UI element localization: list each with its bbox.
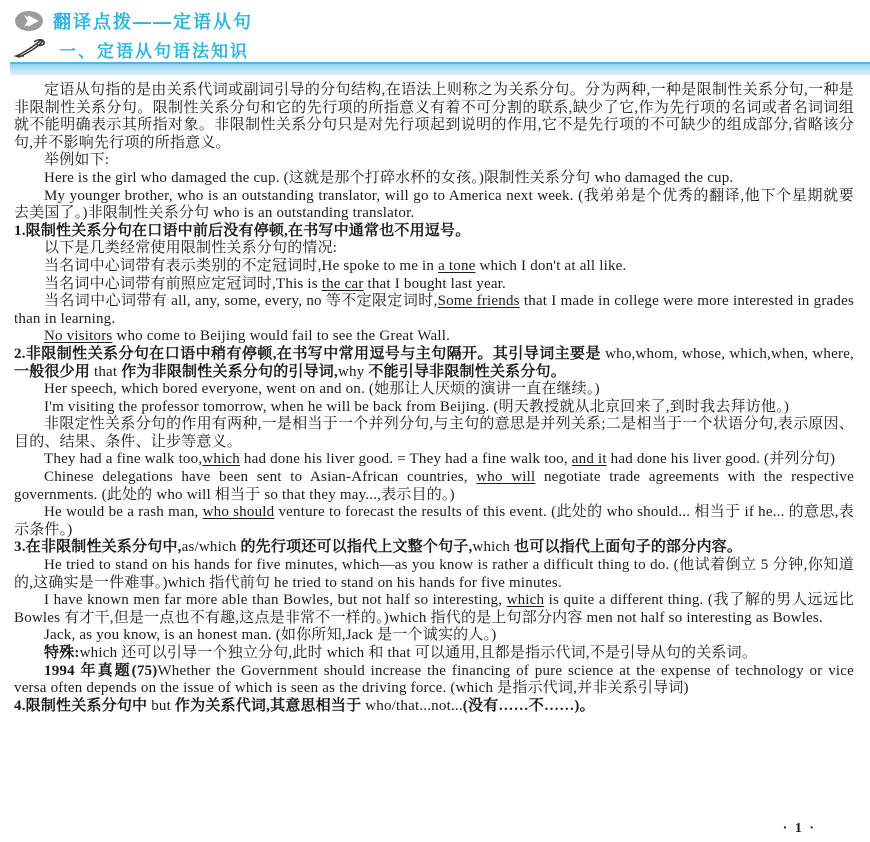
play-circle-icon [14, 10, 44, 32]
text-segment: 当名词中心词带有表示类别的不定冠词时,He spoke to me in [44, 257, 439, 274]
text-segment: I'm visiting the professor tomorrow, when he will be back from Beijing. (明天教授就从北京回来了,到时我去拜访他。) [44, 398, 790, 415]
underlined-text: the car [321, 275, 364, 292]
paragraph [14, 188, 854, 223]
text-segment: 2.非限制性关系分句在口语中稍有停顿,在书写中常用逗号与主句隔开。其引导词主要是 [14, 345, 606, 362]
paragraph [14, 399, 854, 417]
text-segment: venture to forecast the results of this event. (此处的 who should... 相当于 if he... 的意思,表示条件。) [14, 504, 855, 538]
text-segment: 作为非限制性关系分句的引导词, [121, 363, 338, 380]
paragraph [14, 469, 854, 504]
paragraph [14, 240, 854, 258]
text-segment: 作为关系代词,其意思相当于 [174, 697, 366, 714]
underlined-text: which [202, 451, 240, 468]
text-segment: had done his liver good. = They had a fine walk too, [239, 451, 572, 468]
text-segment: negotiate trade agreements with the respective governments. (此处的 who will 相当于 so that they may...,表示目的。) [14, 469, 854, 503]
text-segment: is quite a different thing. (我了解的男人远远比 Bowles 有才干,但是一点也不有趣,这点是非常不一样的。)which 指代的是上句部分内容 men not half so interesting as Bowles. [14, 592, 854, 626]
text-segment: as/which [181, 539, 241, 556]
paragraph [14, 293, 854, 328]
text-segment: which [472, 539, 515, 556]
paragraph [14, 645, 854, 663]
text-segment: 特殊: [44, 645, 80, 661]
text-segment: Whether the Government should increase the financing of pure science at the expense of technology or vice versa often depends on the issue of which is seen as the driving force. (which 是指示代词,并非关系引导词) [14, 662, 855, 697]
text-segment: that I bought last year. [363, 275, 506, 292]
text-segment: 非限定性关系分句的作用有两种,一是相当于一个并列分句,与主句的意思是并列关系;二是相当于一个状语分句,表示原因、目的、结果、条件、让步等意义。 [14, 416, 854, 450]
text-segment: I have known men far more able than Bowles, but not half so interesting, [44, 592, 507, 609]
paragraph [14, 328, 854, 346]
paragraph [14, 170, 854, 188]
underlined-text: No visitors [44, 328, 113, 345]
text-segment: Here is the girl who damaged the cup. (这就是那个打碎水杯的女孩。)限制性关系分句 who damaged the cup. [44, 169, 734, 186]
underlined-text: who should [202, 504, 275, 521]
underlined-text: which [506, 592, 545, 609]
text-segment: (没有……不……)。 [462, 697, 595, 714]
paragraph [14, 276, 854, 294]
paragraph [14, 152, 854, 170]
text-segment: 当名词中心词带有前照应定冠词时,This is [44, 275, 322, 292]
text-segment: had done his liver good. (并列分句) [606, 451, 836, 468]
text-segment: who come to Beijing would fail to see the Great Wall. [112, 328, 451, 345]
pen-icon [14, 38, 50, 60]
underlined-text: a tone [438, 257, 476, 274]
paragraph [14, 557, 854, 592]
text-segment: 也可以指代上面句子的部分内容。 [514, 539, 743, 556]
text-segment: Jack, as you know, is an honest man. (如你所知,Jack 是一个诚实的人。) [44, 627, 497, 644]
text-segment: 当名词中心词带有 all, any, some, every, no 等不定限定词时, [44, 293, 438, 310]
paragraph [14, 82, 854, 152]
paragraph [14, 451, 854, 469]
paragraph [14, 504, 854, 539]
text-segment: 一般很少用 [14, 363, 94, 380]
underlined-text: who will [476, 469, 536, 486]
paragraph [14, 416, 854, 451]
underlined-text: Some friends [437, 293, 520, 310]
document-body [14, 82, 854, 715]
paragraph [14, 539, 854, 557]
paragraph [14, 381, 854, 399]
paragraph [14, 223, 854, 241]
text-segment: 以下是几类经常使用限制性关系分句的情况: [44, 240, 338, 257]
paragraph [14, 627, 854, 645]
section-heading-grammar-knowledge [14, 38, 854, 60]
section-heading-title: 翻译点拨——定语从句 [53, 12, 253, 32]
text-segment: why [337, 363, 369, 380]
text-segment: 4.限制性关系分句中 [14, 697, 152, 714]
text-segment: that I made in college were more interested in grades than in learning. [14, 293, 854, 327]
text-segment: that [93, 363, 122, 380]
paragraph [14, 663, 854, 698]
text-segment: They had a fine walk too, [44, 451, 203, 468]
text-segment: 3.在非限制性关系分句中, [14, 539, 182, 556]
text-segment: 1994 年真题(75) [44, 662, 158, 679]
section-heading-translation-tips [14, 8, 854, 34]
section-heading-title: 一、定语从句语法知识 [59, 41, 249, 61]
text-segment: My younger brother, who is an outstanding translator, will go to America next week. (我弟弟是个优秀的翻译,他下个星期就要去美国了。)非限制性关系分句 who is an outstanding translator. [14, 187, 854, 222]
text-segment: who/that...not... [365, 697, 463, 714]
text-segment: Chinese delegations have been sent to Asian-African countries, [44, 469, 477, 486]
page-number: · 1 · [782, 821, 816, 836]
text-segment: He tried to stand on his hands for five minutes, which—as you know is rather a difficult thing to do. (他试着倒立 5 分钟,你知道的,这确实是一件难事。)which 指代前句 he tried to stand on his hands for five minutes. [14, 557, 854, 591]
text-segment: Her speech, which bored everyone, went on and on. (她那让人厌烦的演讲一直在继续。) [44, 381, 600, 398]
text-segment: which I don't at all like. [475, 257, 627, 274]
text-segment: He would be a rash man, [44, 504, 203, 521]
text-segment: 1.限制性关系分句在口语中前后没有停顿,在书写中通常也不用逗号。 [14, 222, 471, 239]
text-segment: but [151, 697, 175, 714]
text-segment: 不能引导非限制性关系分句。 [368, 363, 566, 380]
section-divider-bar [10, 62, 870, 75]
paragraph [14, 698, 854, 716]
text-segment: 举例如下: [44, 152, 110, 169]
text-segment: which 还可以引导一个独立分句,此时 which 和 that 可以通用,且都是指示代词,不是引导从句的关系词。 [79, 645, 758, 661]
paragraph [14, 592, 854, 627]
paragraph [14, 346, 854, 381]
paragraph [14, 258, 854, 276]
underlined-text: and it [571, 451, 607, 468]
text-segment: who,whom, whose, which,when, where, [605, 345, 854, 362]
text-segment: 定语从句指的是由关系代词或副词引导的分句结构,在语法上则称之为关系分句。分为两种,一种是限制性关系分句,一种是非限制性关系分句。限制性关系分句和它的先行项的所指意义有着不可分割的联系,缺少了它,作为先行项的名词或者名词词组就不能明确表示其所指对象。非限制性关系分句只是对先行项起到说明的作用,它不是先行项的不可缺少的组成部分,省略该分句,并不影响先行项的所指意义。 [14, 82, 854, 151]
text-segment: 的先行项还可以指代上文整个句子, [240, 539, 473, 556]
